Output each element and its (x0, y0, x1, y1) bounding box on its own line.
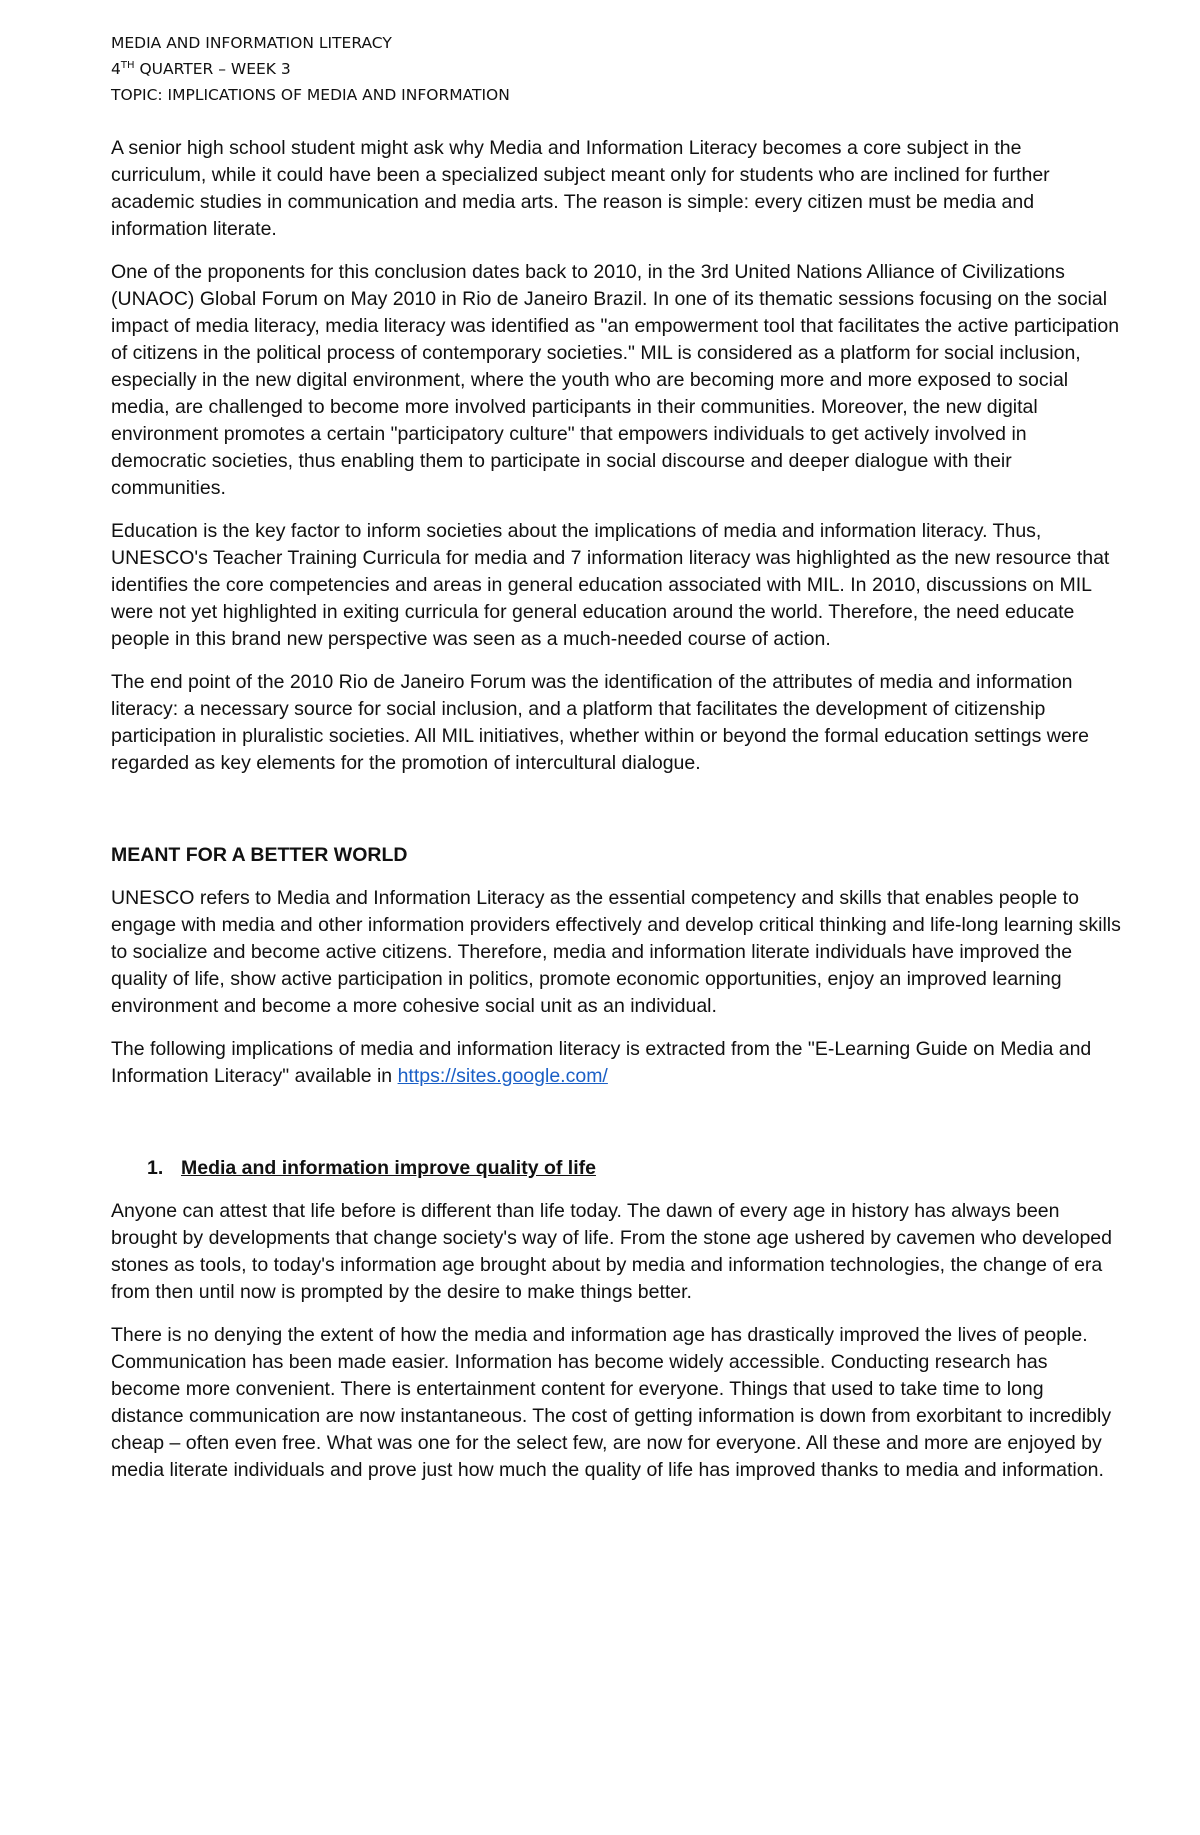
list-item-1-heading (147, 1155, 1121, 1182)
intro-paragraph-3: Education is the key factor to inform societies about the implications of media and information literacy. Thus, UNESCO's Teacher Training Curricula for media and 7 information literacy was highlighted as the new resource that identifies the core competencies and areas in general education associated with MIL. In 2010, discussions on MIL were not yet highlighted in exiting curricula for general education around the world. Therefore, the need educate people in this brand new perspective was seen as a much-needed course of action. (111, 520, 1110, 650)
intro-paragraph-2: One of the proponents for this conclusion dates back to 2010, in the 3rd United Nations Alliance of Civilizations (UNAOC) Global Forum on May 2010 in Rio de Janeiro Brazil. In one of its thematic sessions focusing on the social impact of media literacy, media literacy was identified as "an empowerment tool that facilitates the active participation of citizens in the political process of contemporary societies." MIL is considered as a platform for social inclusion, especially in the new digital environment, where the youth who are becoming more and more exposed to social media, are challenged to become more involved participants in their communities. Moreover, the new digital environment promotes a certain "participatory culture" that empowers individuals to get actively involved in democratic societies, thus enabling them to participate in social discourse and deeper dialogue with their communities. (111, 261, 1120, 499)
header-course-title: MEDIA AND INFORMATION LITERACY (111, 34, 392, 52)
list-item-title: Media and information improve quality of life (181, 1157, 596, 1179)
sites-google-link[interactable]: https://sites.google.com/ (397, 1065, 608, 1087)
section-paragraph-2-text: The following implications of media and information literacy is extracted from the "E-Learning Guide on Media and Information Literacy" available in (111, 1038, 1092, 1087)
intro-paragraph-4: The end point of the 2010 Rio de Janeiro Forum was the identification of the attributes of media and information literacy: a necessary source for social inclusion, and a platform that facilitates the development of citizenship participation in pluralistic societies. All MIL initiatives, whether within or beyond the formal education settings were regarded as key elements for the promotion of intercultural dialogue. (111, 671, 1090, 774)
quarter-number: 4 (111, 60, 121, 78)
quarter-week-text: QUARTER – WEEK 3 (134, 60, 291, 78)
section-paragraph-2 (111, 1036, 1121, 1090)
quarter-superscript: TH (120, 59, 135, 71)
document-page (111, 30, 1121, 1484)
list-item-1-paragraph-2: There is no denying the extent of how the media and information age has drastically improved the lives of people. Communication has been made easier. Information has become widely accessible. Conducting research has become more convenient. There is entertainment content for everyone. Things that used to take time to long distance communication are now instantaneous. The cost of getting information is down from exorbitant to incredibly cheap – often even free. What was one for the select few, are now for everyone. All these and more are enjoyed by media literate individuals and prove just how much the quality of life has improved thanks to media and information. (111, 1324, 1112, 1481)
intro-paragraph-1: A senior high school student might ask why Media and Information Literacy becomes a core subject in the curriculum, while it could have been a specialized subject meant only for students who are inclined for further academic studies in communication and media arts. The reason is simple: every citizen must be media and information literate. (111, 137, 1050, 240)
section-paragraph-1: UNESCO refers to Media and Information Literacy as the essential competency and skills that enables people to engage with media and other information providers effectively and develop critical thinking and life-long learning skills to socialize and become active citizens. Therefore, media and information literate individuals have improved the quality of life, show active participation in politics, promote economic opportunities, enjoy an improved learning environment and become a more cohesive social unit as an individual. (111, 887, 1121, 1017)
header-quarter-week (111, 56, 1121, 82)
section-heading: MEANT FOR A BETTER WORLD (111, 844, 408, 866)
list-item-1-paragraph-1: Anyone can attest that life before is different than life today. The dawn of every age in history has always been brought by developments that change society's way of life. From the stone age ushered by cavemen who developed stones as tools, to today's information age brought about by media and information technologies, the change of era from then until now is prompted by the desire to make things better. (111, 1200, 1112, 1303)
list-item-number: 1. (147, 1157, 164, 1179)
header-topic: TOPIC: IMPLICATIONS OF MEDIA AND INFORMATION (111, 86, 510, 104)
